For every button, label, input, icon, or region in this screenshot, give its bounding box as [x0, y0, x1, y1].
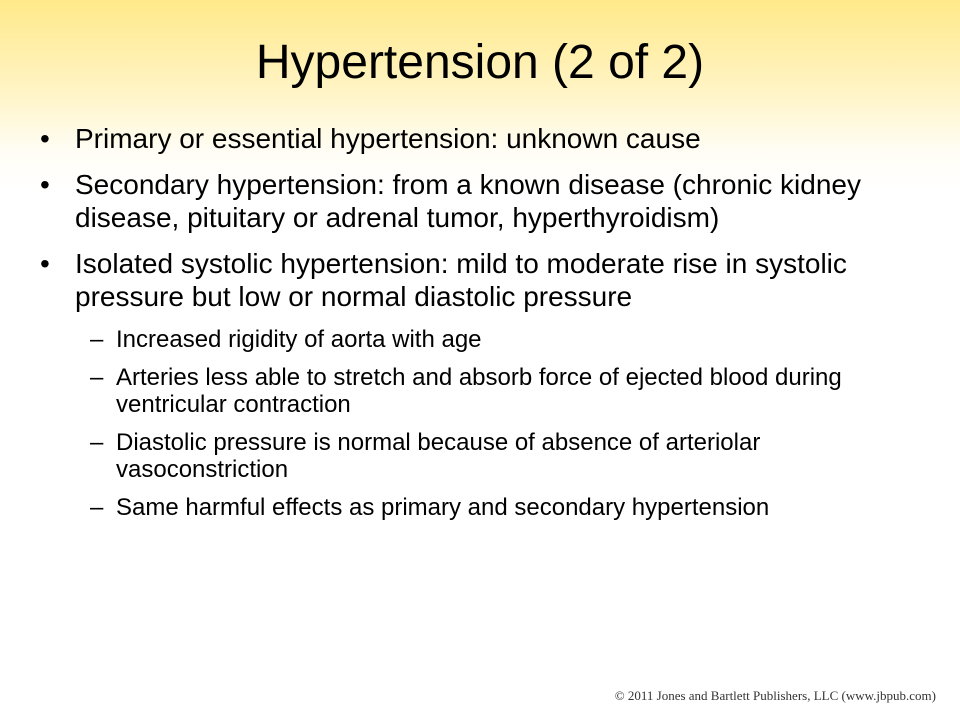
sub-bullet-text: Arteries less able to stretch and absorb force of ejected blood during ventricular contraction: [116, 364, 842, 418]
sub-bullet-marker: –: [90, 494, 104, 521]
bullet-secondary-hypertension: [40, 168, 930, 234]
sub-bullet-marker: –: [90, 326, 104, 353]
bullet-primary-hypertension: [40, 122, 930, 155]
bullet-isolated-systolic-hypertension: [40, 247, 930, 313]
sub-bullet-marker: –: [90, 364, 104, 391]
bullet-text: Primary or essential hypertension: unknown cause: [75, 123, 701, 154]
bullet-text: Secondary hypertension: from a known disease (chronic kidney disease, pituitary or adrenal tumor, hyperthyroidism): [75, 169, 861, 233]
bullet-list: [40, 122, 930, 532]
bullet-marker: •: [40, 123, 50, 154]
sub-bullet-aorta-rigidity: [40, 326, 930, 353]
sub-bullet-text: Increased rigidity of aorta with age: [116, 326, 482, 353]
sub-bullet-marker: –: [90, 429, 104, 456]
bullet-marker: •: [40, 169, 50, 200]
sub-bullet-arteries-stretch: [40, 364, 930, 418]
bullet-marker: •: [40, 248, 50, 279]
sub-bullet-text: Same harmful effects as primary and secondary hypertension: [116, 494, 770, 521]
bullet-text: Isolated systolic hypertension: mild to moderate rise in systolic pressure but low or normal diastolic pressure: [75, 248, 847, 312]
sub-bullet-text: Diastolic pressure is normal because of absence of arteriolar vasoconstriction: [116, 429, 761, 483]
sub-bullet-diastolic-normal: [40, 429, 930, 483]
copyright-footer: © 2011 Jones and Bartlett Publishers, LLC (www.jbpub.com): [614, 688, 936, 703]
slide-title: Hypertension (2 of 2): [255, 36, 705, 89]
sub-bullet-harmful-effects: [40, 494, 930, 521]
